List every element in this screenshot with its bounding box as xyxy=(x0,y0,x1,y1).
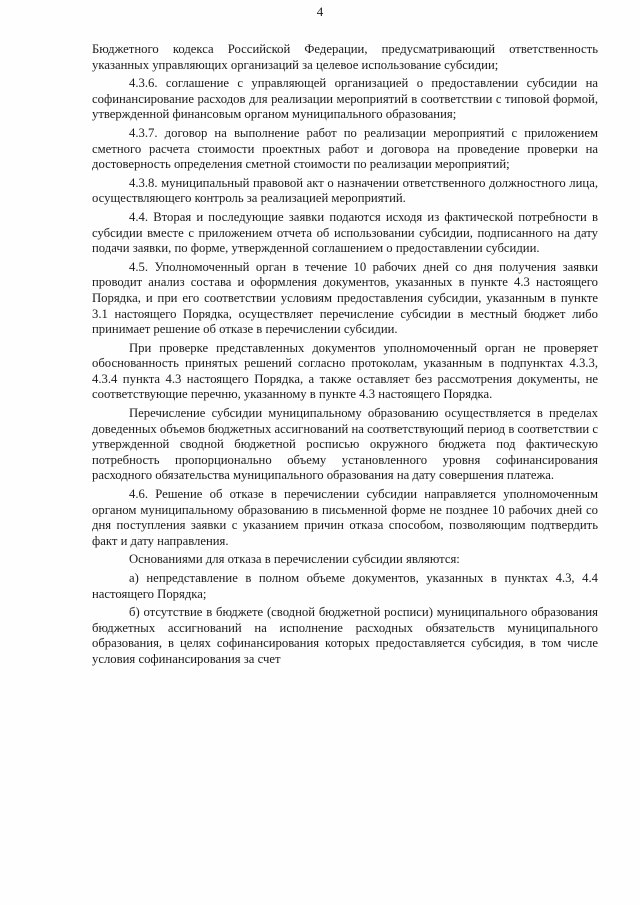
paragraph-4-3-7: 4.3.7. договор на выполнение работ по реализации мероприятий с приложением сметного расчета стоимости проектных работ и договора на проведение проверки на достоверность определения сметной стоимости по реализации мероприятий; xyxy=(92,125,598,172)
paragraph-4-3-8: 4.3.8. муниципальный правовой акт о назначении ответственного должностного лица, осуществляющего контроль за реализацией мероприятий. xyxy=(92,175,598,206)
paragraph-refusal-grounds: Основаниями для отказа в перечислении субсидии являются: xyxy=(129,552,460,567)
paragraph-4-3-6: 4.3.6. соглашение с управляющей организацией о предоставлении субсидии на софинансирование расходов для реализации мероприятий в соответствии с типовой формой, утвержденной финансовым органом муниципального образования; xyxy=(92,76,598,122)
paragraph-ground-a: а) непредставление в полном объеме документов, указанных в пунктах 4.3, 4.4 настоящего Порядка; xyxy=(92,571,598,601)
paragraph-4-4: 4.4. Вторая и последующие заявки подаются исходя из фактической потребности в субсидии вместе с приложением отчета об использовании субсидии, подписанного на дату подачи заявки, по форме, утвержденной соглашением о предоставлении субсидии. xyxy=(92,209,598,256)
document-body xyxy=(92,42,598,671)
page-number: 4 xyxy=(316,4,324,19)
paragraph-continuation: Бюджетного кодекса Российской Федерации, предусматривающий ответственность указанных управляющих организаций за целевое использование субсидии; xyxy=(92,42,598,72)
paragraph-4-5: 4.5. Уполномоченный орган в течение 10 рабочих дней со дня получения заявки проводит анализ состава и оформления документов, указанных в пункте 4.3 настоящего Порядка, и при его соответствии условиям предоставления субсидии, указанным в пункте 3.1 настоящего Порядка, осуществляет перечисление субсидии в местный бюджет либо принимает решение об отказе в перечислении субсидии. xyxy=(92,259,598,337)
paragraph-verification: При проверке представленных документов уполномоченный орган не проверяет обоснованность принятых решений согласно протоколам, указанным в подпунктах 4.3.3, 4.3.4 пункта 4.3 настоящего Порядка, а также оставляет без рассмотрения документы, не соответствующие перечню, указанному в пункте 4.3 настоящего Порядка. xyxy=(92,340,598,402)
paragraph-transfer: Перечисление субсидии муниципальному образованию осуществляется в пределах доведенных объемов бюджетных ассигнований на соответствующий период в соответствии с утвержденной сводной бюджетной росписью окружного бюджета под фактическую потребность пропорционально объему установленного уровня софинансирования расходного обязательства муниципального образования на дату совершения платежа. xyxy=(92,406,598,483)
paragraph-ground-b: б) отсутствие в бюджете (сводной бюджетной росписи) муниципального образования бюджетных ассигнований на исполнение расходных обязательств муниципального образования, в целях софинансирования которых предоставляется субсидия, в том числе условия софинансирования за счет xyxy=(92,605,598,666)
paragraph-4-6: 4.6. Решение об отказе в перечислении субсидии направляется уполномоченным органом муниципальному образованию в письменной форме не позднее 10 рабочих дней со дня поступления заявки с указанием причин отказа способом, позволяющим подтвердить факт и дату направления. xyxy=(92,487,598,548)
